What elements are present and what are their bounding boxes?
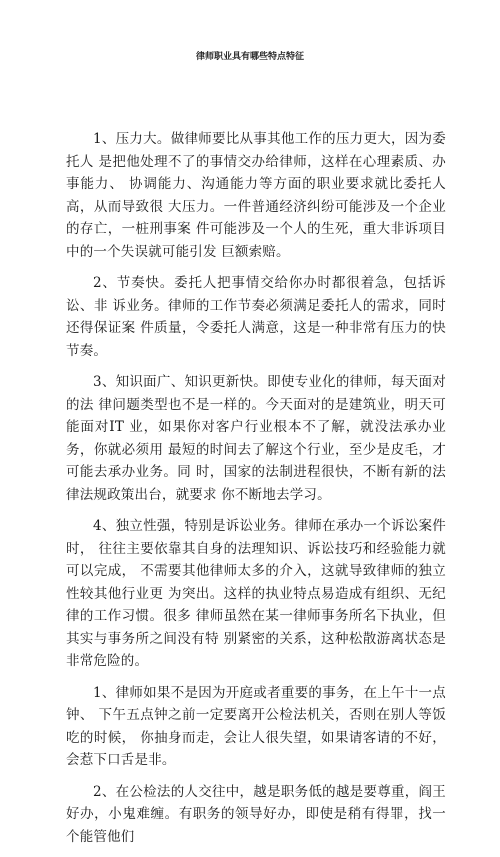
paragraph-knowledge: 3、知识面广、知识更新快。即使专业化的律师，每天面对的法 律问题类型也不是一样的。今天面对的是建筑业，明天可能面对IT 业，如果你对客户行业根本不了解，就没法承办业务，你就必须用 最短的时间去了解这个行业，至少是皮毛，才可能去承办业务。同 时，国家的法制进程很快，不断有新的法律法规政策出台，就要求 你不断地去学习。 [66,374,446,503]
document-title: 律师职业具有哪些特点特征 [195,52,304,62]
paragraph-independence: 4、独立性强，特别是诉讼业务。律师在承办一个诉讼案件时， 往往主要依靠其自身的法理知识、诉讼技巧和经验能力就可以完成， 不需要其他律师太多的介入，这就导致律师的独立性较其他行业更 为突出。这样的执业特点易造成有组织、无纪律的工作习惯。很多 律师虽然在某一律师事务所名下执业，但其实与事务所之间没有特 别紧密的关系，这种松散游离状态是非常危险的。 [66,518,446,669]
paragraph-timing: 1、律师如果不是因为开庭或者重要的事务，在上午十一点钟、 下午五点钟之前一定要离开公检法机关，否则在别人等饭吃的时候， 你抽身而走，会让人很失望，如果请客请的不好，会惹下口舌是非。 [66,684,446,768]
paragraph-pressure: 1、压力大。做律师要比从事其他工作的压力更大，因为委托人 是把他处理不了的事情交办给律师，这样在心理素质、办事能力、 协调能力、沟通能力等方面的职业要求就比委托人高，从而导致很 大压力。一件普通经济纠纷可能涉及一个企业的存亡，一桩刑事案 件可能涉及一个人的生死，重大非诉项目中的一个失误就可能引发 巨额索赔。 [66,131,446,260]
paragraph-fast-pace: 2、节奏快。委托人把事情交给你办时都很着急，包括诉讼、非 诉业务。律师的工作节奏必须满足委托人的需求，同时还得保证案 件质量，令委托人满意，这是一种非常有压力的快节奏。 [66,275,446,359]
paragraph-respect: 2、在公检法的人交往中，越是职务低的越是要尊重，阎王好办，小鬼难缠。有职务的领导好办，即使是稍有得罪，找一个能管他们 [66,783,446,845]
document-body [66,128,446,857]
